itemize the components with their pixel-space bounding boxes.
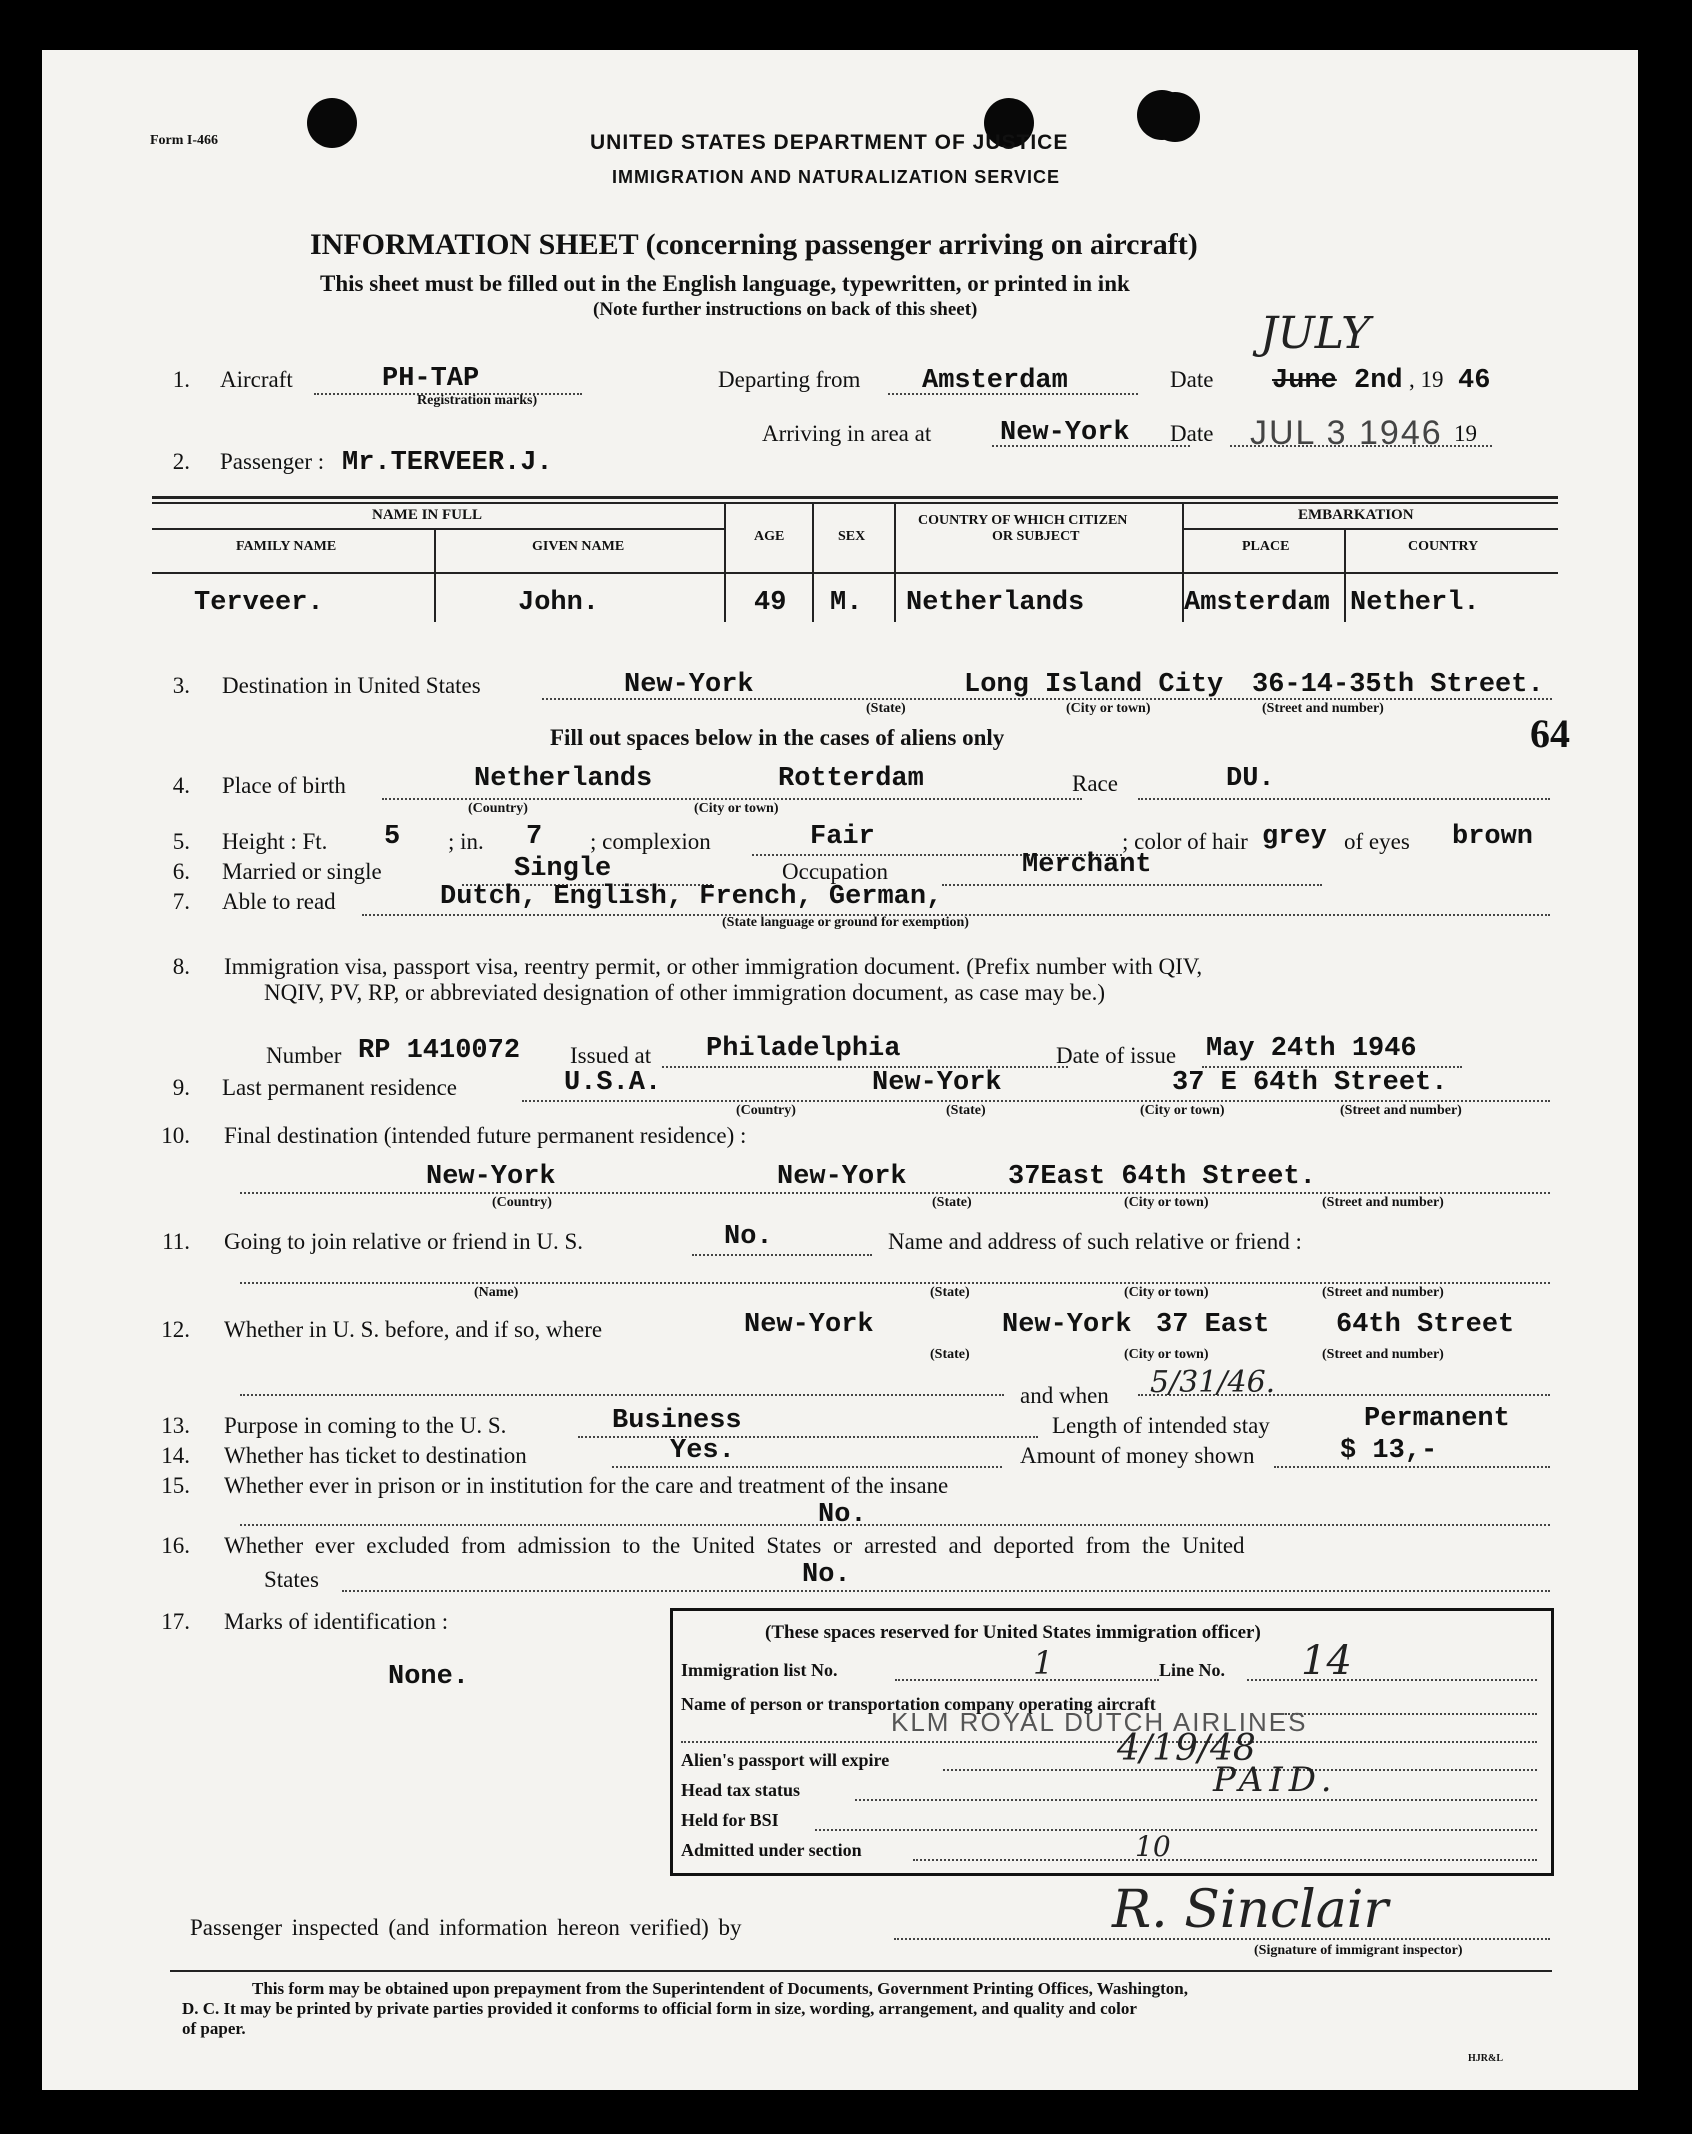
eyes-label: of eyes (1344, 829, 1410, 854)
us-before-when-value: 5/31/46. (1150, 1365, 1276, 1400)
caption-city: (City or town) (1140, 1103, 1225, 1118)
given-name-header: GIVEN NAME (532, 539, 625, 554)
occupation-label: Occupation (782, 859, 889, 884)
doc-number-label: Number (266, 1043, 342, 1068)
hair-value: grey (1262, 822, 1327, 852)
instructions-note: (Note further instructions on back of this sheet) (593, 299, 978, 320)
item-number: 13. (161, 1413, 190, 1438)
purpose-value: Business (612, 1406, 742, 1436)
aliens-only-heading: Fill out spaces below in the cases of aliens only (550, 725, 1005, 750)
marital-value: Single (514, 854, 612, 884)
us-before-where-value: New-York (744, 1310, 874, 1340)
form-sheet (42, 50, 1638, 2090)
and-when-label: and when (1020, 1383, 1109, 1408)
embarkation-header: EMBARKATION (1298, 507, 1414, 523)
caption-street: (Street and number) (1262, 701, 1384, 716)
date-suffix: , 19 (1409, 367, 1444, 392)
doc-number-value: RP 1410072 (358, 1036, 521, 1066)
company-stamp: KLM ROYAL DUTCH AIRLINES (891, 1707, 1308, 1737)
page-mark-number: 64 (1530, 711, 1570, 756)
arriving-label: Arriving in area at (762, 421, 932, 446)
passport-expire-value: 4/19/48 (1117, 1728, 1256, 1769)
birth-country-value: Netherlands (474, 764, 653, 794)
caption-country: (Country) (492, 1195, 552, 1210)
printer-mark: HJR&L (1468, 2053, 1503, 2064)
arriving-value: New-York (1000, 418, 1130, 448)
line-no-value: 14 (1301, 1638, 1352, 1684)
complexion-value: Fair (810, 822, 875, 852)
issue-date-value: May 24th 1946 (1206, 1034, 1417, 1064)
sex-cell: M. (830, 588, 863, 618)
date-year-value: 46 (1458, 366, 1491, 396)
admitted-value: 10 (1135, 1830, 1171, 1863)
length-stay-label: Length of intended stay (1052, 1413, 1270, 1438)
caption-name: (Name) (474, 1285, 519, 1300)
footer-text-2: D. C. It may be printed by private parties provided it conforms to official form in size, wording, arrangement, and quality and color (182, 1999, 1137, 2018)
length-stay-value: Permanent (1364, 1404, 1510, 1434)
date-label: Date (1170, 367, 1214, 392)
aircraft-value: PH-TAP (382, 364, 480, 394)
caption-city: (City or town) (1124, 1347, 1209, 1362)
marital-label: Married or single (222, 859, 382, 884)
excluded-label-2: States (264, 1567, 319, 1592)
caption-state: (State) (946, 1103, 986, 1118)
name-in-full-header: NAME IN FULL (372, 507, 483, 523)
issued-at-value: Philadelphia (706, 1034, 901, 1064)
ticket-label: Whether has ticket to destination (224, 1443, 527, 1468)
caption-street: (Street and number) (1322, 1195, 1444, 1210)
visa-description: Immigration visa, passport visa, reentry permit, or other immigration document. (Prefix number with QIV, (224, 954, 1203, 979)
read-label: Able to read (222, 889, 336, 914)
prison-value: No. (818, 1500, 867, 1530)
ticket-value: Yes. (670, 1436, 735, 1466)
item-number: 17. (161, 1609, 190, 1634)
arrival-date-label: Date (1170, 421, 1214, 446)
birthplace-label: Place of birth (222, 773, 346, 798)
caption-city: (City or town) (1066, 701, 1151, 716)
destination-state-value: New-York (624, 670, 754, 700)
caption-language: (State language or ground for exemption) (722, 915, 969, 930)
passport-expire-label: Alien's passport will expire (681, 1750, 890, 1770)
race-value: DU. (1226, 764, 1275, 794)
money-label: Amount of money shown (1020, 1443, 1255, 1468)
place-cell: Amsterdam (1184, 588, 1330, 618)
marks-label: Marks of identification : (224, 1609, 449, 1634)
item-number: 8. (172, 954, 190, 979)
passenger-label: Passenger : (220, 449, 325, 474)
item-number: 5. (172, 829, 190, 854)
form-number: Form I-466 (150, 133, 219, 148)
given-name-cell: John. (518, 588, 600, 618)
join-relative-label: Going to join relative or friend in U. S. (224, 1229, 583, 1254)
languages-value: Dutch, English, French, German, (440, 882, 943, 912)
inspected-label: Passenger inspected (and information hereon verified) by (190, 1915, 742, 1940)
relative-address-label: Name and address of such relative or friend : (888, 1229, 1302, 1254)
issue-date-label: Date of issue (1056, 1043, 1177, 1068)
join-relative-value: No. (724, 1222, 773, 1252)
final-destination-label: Final destination (intended future permanent residence) : (224, 1123, 747, 1148)
caption-street: (Street and number) (1322, 1285, 1444, 1300)
caption-country: (Country) (468, 801, 528, 816)
date-struck-value: June (1272, 366, 1337, 396)
issued-at-label: Issued at (570, 1043, 652, 1068)
height-in-value: 7 (526, 822, 543, 852)
registration-caption: Registration marks) (417, 393, 538, 408)
final-state-value: New-York (777, 1162, 907, 1192)
caption-state: (State) (932, 1195, 972, 1210)
item-number: 12. (161, 1317, 190, 1342)
caption-country: (Country) (736, 1103, 796, 1118)
height-ft-value: 5 (384, 822, 401, 852)
page-subtitle: This sheet must be filled out in the English language, typewritten, or printed in ink (320, 271, 1130, 296)
caption-city: (City or town) (1124, 1195, 1209, 1210)
last-residence-label: Last permanent residence (222, 1075, 457, 1100)
line-no-label: Line No. (1159, 1660, 1226, 1680)
item-number: 16. (161, 1533, 190, 1558)
signature-caption: (Signature of immigrant inspector) (1254, 1943, 1463, 1958)
us-before-state-value: New-York (1002, 1310, 1132, 1340)
hair-label: ; color of hair (1122, 829, 1248, 854)
department-heading: UNITED STATES DEPARTMENT OF JUSTICE (590, 131, 1069, 154)
height-in-label: ; in. (448, 829, 484, 854)
item-number: 1. (172, 367, 190, 392)
marks-value: None. (388, 1662, 470, 1692)
punch-hole (307, 98, 357, 148)
race-label: Race (1072, 771, 1118, 796)
inspector-signature: R. Sinclair (1112, 1880, 1389, 1940)
head-tax-label: Head tax status (681, 1780, 801, 1800)
destination-city-value: Long Island City (964, 670, 1224, 700)
birth-city-value: Rotterdam (778, 764, 924, 794)
country-header: COUNTRY (1408, 539, 1479, 554)
item-number: 10. (161, 1123, 190, 1148)
family-name-header: FAMILY NAME (236, 539, 337, 554)
citizen-cell: Netherlands (906, 588, 1085, 618)
item-number: 7. (172, 889, 190, 914)
arrival-date-stamp: JUL 3 1946 (1250, 414, 1443, 452)
caption-state: (State) (930, 1285, 970, 1300)
sex-header: SEX (838, 529, 866, 544)
caption-state: (State) (930, 1347, 970, 1362)
last-residence-state: New-York (872, 1068, 1002, 1098)
footer-text-3: of paper. (182, 2019, 246, 2038)
eyes-value: brown (1452, 822, 1534, 852)
bsi-label: Held for BSI (681, 1810, 779, 1830)
place-header: PLACE (1242, 539, 1290, 554)
item-number: 11. (162, 1229, 190, 1254)
citizen-header: COUNTRY OF WHICH CITIZEN (918, 513, 1128, 528)
officer-box (670, 1608, 1554, 1876)
caption-city: (City or town) (1124, 1285, 1209, 1300)
last-residence-country: U.S.A. (564, 1068, 662, 1098)
departing-value: Amsterdam (922, 366, 1068, 396)
item-number: 15. (161, 1473, 190, 1498)
caption-city: (City or town) (694, 801, 779, 816)
item-number: 2. (172, 449, 190, 474)
date-handwritten: JULY (1260, 308, 1371, 359)
punch-hole (1150, 92, 1200, 142)
aircraft-label: Aircraft (220, 367, 293, 392)
visa-description-2: NQIV, PV, RP, or abbreviated designation of other immigration document, as case may be.) (264, 980, 1106, 1005)
date-day-value: 2nd (1354, 366, 1403, 396)
list-no-value: 1 (1033, 1644, 1054, 1682)
arrival-year-19: 19 (1454, 421, 1477, 446)
officer-box-title: (These spaces reserved for United States immigration officer) (765, 1622, 1261, 1643)
page-title: INFORMATION SHEET (concerning passenger arriving on aircraft) (310, 228, 1198, 261)
final-street-value: 37East 64th Street. (1008, 1162, 1316, 1192)
item-number: 4. (172, 773, 190, 798)
us-before-street-value: 64th Street (1336, 1310, 1515, 1340)
item-number: 9. (172, 1075, 190, 1100)
height-label: Height : Ft. (222, 829, 328, 854)
age-cell: 49 (754, 588, 787, 618)
passenger-value: Mr.TERVEER.J. (342, 448, 553, 478)
purpose-label: Purpose in coming to the U. S. (224, 1413, 507, 1438)
prison-label: Whether ever in prison or in institution for the care and treatment of the insane (224, 1473, 949, 1498)
footer-text-1: This form may be obtained upon prepayment from the Superintendent of Documents, Government Printing Offices, Washington, (252, 1979, 1188, 1998)
item-number: 3. (172, 673, 190, 698)
citizen-header-2: OR SUBJECT (992, 529, 1080, 544)
country-cell: Netherl. (1350, 588, 1480, 618)
head-tax-value: PAID. (1213, 1760, 1338, 1800)
company-label: Name of person or transportation company operating aircraft (681, 1694, 1156, 1714)
excluded-value: No. (802, 1560, 851, 1590)
final-country-value: New-York (426, 1162, 556, 1192)
occupation-value: Merchant (1022, 850, 1152, 880)
admitted-label: Admitted under section (681, 1840, 862, 1860)
age-header: AGE (754, 529, 785, 544)
us-before-city-value: 37 East (1156, 1310, 1270, 1340)
money-value: $ 13,- (1340, 1436, 1438, 1466)
caption-state: (State) (866, 701, 906, 716)
departing-label: Departing from (718, 367, 861, 392)
family-name-cell: Terveer. (194, 588, 324, 618)
complexion-label: ; complexion (590, 829, 711, 854)
caption-street: (Street and number) (1322, 1347, 1444, 1362)
service-heading: IMMIGRATION AND NATURALIZATION SERVICE (612, 167, 1060, 187)
list-no-label: Immigration list No. (681, 1660, 838, 1680)
destination-label: Destination in United States (222, 673, 481, 698)
last-residence-street: 37 E 64th Street. (1172, 1068, 1448, 1098)
item-number: 14. (161, 1443, 190, 1468)
destination-street-value: 36-14-35th Street. (1252, 670, 1544, 700)
item-number: 6. (172, 859, 190, 884)
excluded-label: Whether ever excluded from admission to the United States or arrested and deported from the United (224, 1533, 1245, 1558)
caption-street: (Street and number) (1340, 1103, 1462, 1118)
us-before-label: Whether in U. S. before, and if so, where (224, 1317, 603, 1342)
